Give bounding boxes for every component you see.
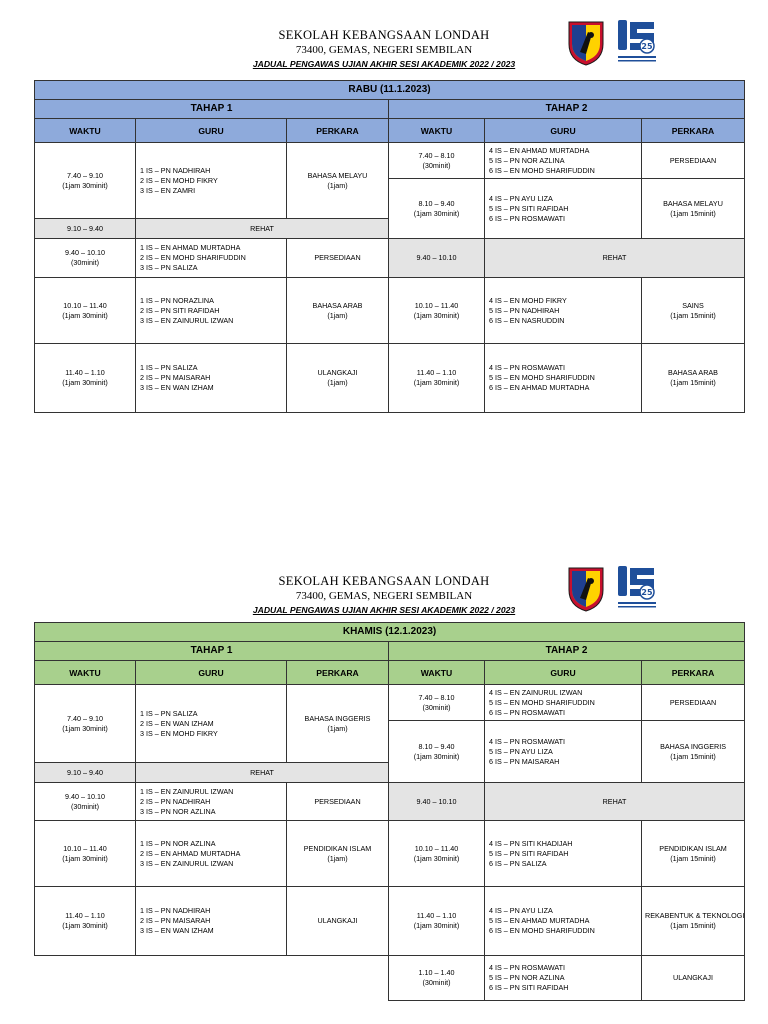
teacher-list: 1 IS – PN NOR AZLINA 2 IS – EN AHMAD MURTADHA 3 IS – EN ZAINURUL IZWAN: [136, 821, 287, 887]
subject-cell: BAHASA INGGERIS (1jam 15minit): [642, 721, 745, 783]
time-cell: 11.40 – 1.10 (1jam 30minit): [389, 887, 485, 956]
teacher-list: 4 IS – PN AYU LIZA 5 IS – EN AHMAD MURTADHA 6 IS – EN MOHD SHARIFUDDIN: [485, 887, 642, 956]
school-crest-icon: [566, 566, 606, 612]
column-header-guru: GURU: [485, 119, 642, 143]
teacher-list: 4 IS – EN ZAINURUL IZWAN 5 IS – EN MOHD SHARIFUDDIN 6 IS – PN ROSMAWATI: [485, 685, 642, 721]
teacher-list: 1 IS – PN NADHIRAH 2 IS – EN MOHD FIKRY 3 IS – EN ZAMRI: [136, 143, 287, 219]
svg-text:25: 25: [641, 588, 653, 597]
subject-cell: PERSEDIAAN: [642, 685, 745, 721]
time-cell: 9.10 – 9.40: [35, 219, 136, 239]
column-header-guru: GURU: [485, 661, 642, 685]
break-label: REHAT: [485, 239, 745, 278]
time-cell: 7.40 – 8.10 (30minit): [389, 143, 485, 179]
column-header-guru: GURU: [136, 119, 287, 143]
column-header-perkara: PERKARA: [287, 661, 389, 685]
stage-2-header: TAHAP 2: [389, 100, 745, 119]
teacher-list: 1 IS – EN ZAINURUL IZWAN 2 IS – PN NADHIRAH 3 IS – PN NOR AZLINA: [136, 783, 287, 821]
stage-1-header: TAHAP 1: [35, 642, 389, 661]
subject-cell: PENDIDIKAN ISLAM (1jam): [287, 821, 389, 887]
break-label: REHAT: [136, 763, 389, 783]
teacher-list: 1 IS – PN SALIZA 2 IS – PN MAISARAH 3 IS – EN WAN IZHAM: [136, 344, 287, 413]
subject-cell: REKABENTUK & TEKNOLOGI (1jam 15minit): [642, 887, 745, 956]
day-title: KHAMIS (12.1.2023): [35, 623, 745, 642]
timetable-rabu: [34, 80, 745, 413]
stage-1-header: TAHAP 1: [35, 100, 389, 119]
column-header-waktu: WAKTU: [389, 661, 485, 685]
svg-text:25: 25: [641, 42, 653, 51]
anniversary-logo-icon: [614, 564, 660, 612]
subject-cell: BAHASA MELAYU (1jam): [287, 143, 389, 219]
teacher-list: 1 IS – PN SALIZA 2 IS – EN WAN IZHAM 3 IS – EN MOHD FIKRY: [136, 685, 287, 763]
break-label: REHAT: [485, 783, 745, 821]
teacher-list: 4 IS – PN ROSMAWATI 5 IS – PN NOR AZLINA 6 IS – PN SITI RAFIDAH: [485, 956, 642, 1001]
time-cell: 9.10 – 9.40: [35, 763, 136, 783]
time-cell: 7.40 – 8.10 (30minit): [389, 685, 485, 721]
time-cell: 9.40 – 10.10 (30minit): [35, 783, 136, 821]
column-header-perkara: PERKARA: [642, 661, 745, 685]
subject-cell: PERSEDIAAN: [287, 783, 389, 821]
document-header: [0, 572, 768, 620]
teacher-list: 4 IS – PN ROSMAWATI 5 IS – PN AYU LIZA 6 IS – PN MAISARAH: [485, 721, 642, 783]
time-cell: 11.40 – 1.10 (1jam 30minit): [35, 344, 136, 413]
time-cell: 11.40 – 1.10 (1jam 30minit): [389, 344, 485, 413]
time-cell: 9.40 – 10.10: [389, 783, 485, 821]
subject-cell: PENDIDIKAN ISLAM (1jam 15minit): [642, 821, 745, 887]
teacher-list: 1 IS – EN AHMAD MURTADHA 2 IS – EN MOHD SHARIFUDDIN 3 IS – PN SALIZA: [136, 239, 287, 278]
school-name: SEKOLAH KEBANGSAAN LONDAH: [278, 574, 490, 588]
subject-cell: BAHASA INGGERIS (1jam): [287, 685, 389, 763]
time-cell: 10.10 – 11.40 (1jam 30minit): [35, 278, 136, 344]
column-header-perkara: PERKARA: [287, 119, 389, 143]
column-header-guru: GURU: [136, 661, 287, 685]
column-header-waktu: WAKTU: [35, 119, 136, 143]
anniversary-logo-icon: [614, 18, 660, 66]
time-cell: 7.40 – 9.10 (1jam 30minit): [35, 685, 136, 763]
teacher-list: 4 IS – EN MOHD FIKRY 5 IS – PN NADHIRAH 6 IS – EN NASRUDDIN: [485, 278, 642, 344]
subject-cell: BAHASA MELAYU (1jam 15minit): [642, 179, 745, 239]
break-label: REHAT: [136, 219, 389, 239]
time-cell: 8.10 – 9.40 (1jam 30minit): [389, 179, 485, 239]
subject-cell: SAINS (1jam 15minit): [642, 278, 745, 344]
subject-cell: BAHASA ARAB (1jam): [287, 278, 389, 344]
subject-cell: PERSEDIAAN: [287, 239, 389, 278]
school-name: SEKOLAH KEBANGSAAN LONDAH: [278, 28, 490, 42]
document-subtitle: JADUAL PENGAWAS UJIAN AKHIR SESI AKADEMIK 2022 / 2023: [252, 59, 516, 69]
subject-cell: PERSEDIAAN: [642, 143, 745, 179]
column-header-waktu: WAKTU: [35, 661, 136, 685]
teacher-list: 4 IS – EN AHMAD MURTADHA 5 IS – PN NOR AZLINA 6 IS – EN MOHD SHARIFUDDIN: [485, 143, 642, 179]
teacher-list: 4 IS – PN SITI KHADIJAH 5 IS – PN SITI RAFIDAH 6 IS – PN SALIZA: [485, 821, 642, 887]
time-cell: 9.40 – 10.10 (30minit): [35, 239, 136, 278]
teacher-list: 1 IS – PN NADHIRAH 2 IS – PN MAISARAH 3 IS – EN WAN IZHAM: [136, 887, 287, 956]
time-cell: 10.10 – 11.40 (1jam 30minit): [389, 278, 485, 344]
school-address: 73400, GEMAS, NEGERI SEMBILAN: [295, 590, 473, 602]
time-cell: 1.10 – 1.40 (30minit): [389, 956, 485, 1001]
document-subtitle: JADUAL PENGAWAS UJIAN AKHIR SESI AKADEMIK 2022 / 2023: [252, 605, 516, 615]
school-address: 73400, GEMAS, NEGERI SEMBILAN: [295, 44, 473, 56]
teacher-list: 4 IS – PN AYU LIZA 5 IS – PN SITI RAFIDAH 6 IS – PN ROSMAWATI: [485, 179, 642, 239]
time-cell: 10.10 – 11.40 (1jam 30minit): [35, 821, 136, 887]
teacher-list: 4 IS – PN ROSMAWATI 5 IS – EN MOHD SHARIFUDDIN 6 IS – EN AHMAD MURTADHA: [485, 344, 642, 413]
column-header-perkara: PERKARA: [642, 119, 745, 143]
time-cell: 7.40 – 9.10 (1jam 30minit): [35, 143, 136, 219]
document-header: [0, 26, 768, 74]
time-cell: 8.10 – 9.40 (1jam 30minit): [389, 721, 485, 783]
school-crest-icon: [566, 20, 606, 66]
time-cell: 11.40 – 1.10 (1jam 30minit): [35, 887, 136, 956]
empty-area: [35, 956, 389, 1001]
stage-2-header: TAHAP 2: [389, 642, 745, 661]
teacher-list: 1 IS – PN NORAZLINA 2 IS – PN SITI RAFIDAH 3 IS – EN ZAINURUL IZWAN: [136, 278, 287, 344]
column-header-waktu: WAKTU: [389, 119, 485, 143]
time-cell: 9.40 – 10.10: [389, 239, 485, 278]
subject-cell: BAHASA ARAB (1jam 15minit): [642, 344, 745, 413]
day-title: RABU (11.1.2023): [35, 81, 745, 100]
subject-cell: ULANGKAJI: [642, 956, 745, 1001]
subject-cell: ULANGKAJI: [287, 887, 389, 956]
time-cell: 10.10 – 11.40 (1jam 30minit): [389, 821, 485, 887]
subject-cell: ULANGKAJI (1jam): [287, 344, 389, 413]
timetable-khamis: [34, 622, 745, 1001]
